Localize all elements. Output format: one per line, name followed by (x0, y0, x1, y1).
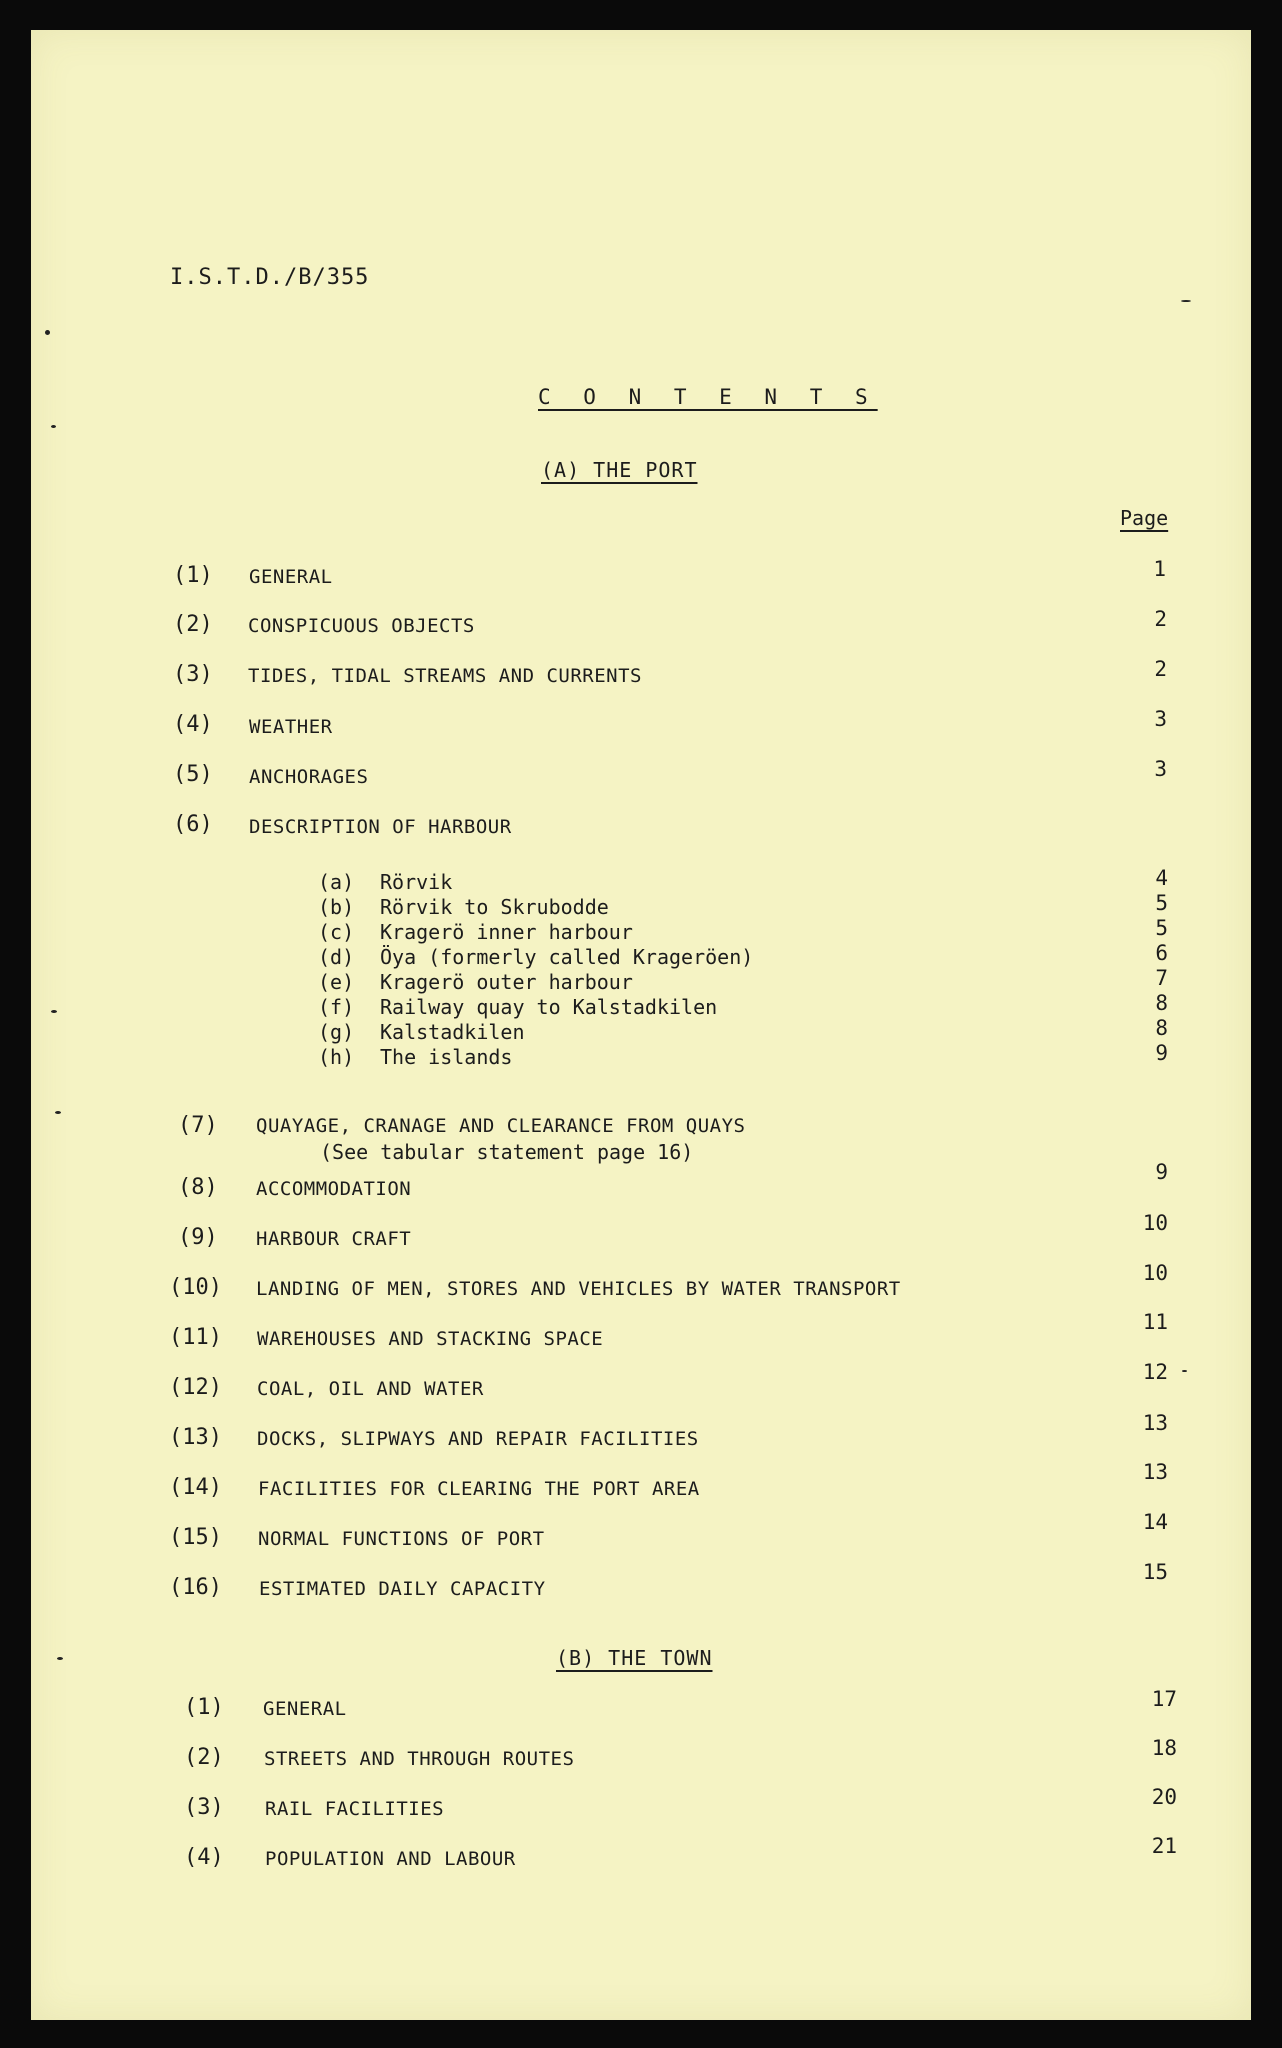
item-page: 15 (1142, 1560, 1168, 1584)
subitem-letter: (c) (318, 920, 355, 944)
document-page (31, 30, 1251, 2020)
subitem-letter: (f) (318, 995, 355, 1019)
scan-speck (57, 1657, 63, 1660)
subitem-title: Kalstadkilen (380, 1020, 525, 1044)
subitem-page: 4 (1155, 866, 1168, 890)
subitem-letter: (e) (318, 970, 355, 994)
item-number: (16) (169, 1575, 222, 1600)
item-number: (3) (173, 662, 213, 687)
page-column-label: Page (1120, 506, 1169, 530)
subitem-page: 9 (1155, 1041, 1168, 1065)
item-page: 17 (1151, 1687, 1177, 1711)
subitem-title: The islands (380, 1045, 513, 1069)
subitem-title: Kragerö inner harbour (380, 920, 633, 944)
item-title: WAREHOUSES AND STACKING SPACE (257, 1328, 604, 1350)
scan-speck (1181, 300, 1191, 302)
item-number: (9) (178, 1225, 218, 1250)
item-page: 9 (1155, 1160, 1168, 1184)
scan-speck (55, 1111, 61, 1114)
item-title: DESCRIPTION OF HARBOUR (249, 816, 512, 838)
item-number: (2) (184, 1745, 224, 1770)
item-page: 14 (1142, 1510, 1168, 1534)
scan-speck (51, 425, 56, 428)
item-page: 21 (1151, 1834, 1177, 1858)
item-number: (1) (173, 563, 213, 588)
item-number: (11) (169, 1325, 222, 1350)
item-page: 2 (1154, 607, 1167, 631)
subitem-letter: (g) (318, 1020, 355, 1044)
section-b-heading: (B) THE TOWN (556, 1646, 713, 1670)
section-a-heading: (A) THE PORT (541, 458, 698, 482)
item-title: LANDING OF MEN, STORES AND VEHICLES BY WATER TRANSPORT (256, 1278, 901, 1300)
subitem-letter: (d) (318, 945, 355, 969)
item-title: RAIL FACILITIES (265, 1798, 445, 1820)
item-number: (15) (169, 1525, 222, 1550)
item-page: 1 (1153, 557, 1166, 581)
item-number: (8) (178, 1175, 218, 1200)
item-number: (6) (173, 812, 213, 837)
subitem-title: Rörvik to Skrubodde (380, 895, 609, 919)
subitem-letter: (h) (318, 1045, 355, 1069)
item-title: DOCKS, SLIPWAYS AND REPAIR FACILITIES (257, 1428, 699, 1450)
item-title: ACCOMMODATION (256, 1178, 412, 1200)
item-number: (2) (173, 612, 213, 637)
subitem-page: 5 (1155, 916, 1168, 940)
item-number: (7) (178, 1113, 218, 1138)
item-number: (1) (184, 1695, 224, 1720)
scan-speck (51, 1010, 57, 1013)
subitem-title: Railway quay to Kalstadkilen (380, 995, 718, 1019)
item-title: POPULATION AND LABOUR (265, 1848, 516, 1870)
item-number: (5) (173, 762, 213, 787)
item-number: (4) (173, 712, 213, 737)
item-title: CONSPICUOUS OBJECTS (248, 615, 475, 637)
item-title: FACILITIES FOR CLEARING THE PORT AREA (258, 1478, 700, 1500)
item-title: COAL, OIL AND WATER (257, 1378, 484, 1400)
item-title: ANCHORAGES (249, 766, 369, 788)
item-title: GENERAL (249, 566, 333, 588)
scan-speck (45, 330, 50, 335)
item-number: (3) (184, 1795, 224, 1820)
item-title: STREETS AND THROUGH ROUTES (264, 1748, 575, 1770)
item-page: 10 (1142, 1211, 1168, 1235)
item-page: 11 (1142, 1310, 1168, 1334)
item-title: WEATHER (249, 716, 333, 738)
subitem-page: 5 (1155, 891, 1168, 915)
item-page: 10 (1142, 1261, 1168, 1285)
item-number: (14) (169, 1475, 222, 1500)
item-page: 2 (1154, 657, 1167, 681)
subitem-title: Öya (formerly called Krageröen) (380, 945, 754, 969)
scan-speck (1182, 1370, 1187, 1372)
subitem-page: 8 (1155, 991, 1168, 1015)
item-number: (10) (169, 1275, 222, 1300)
item-page: 12 (1142, 1360, 1168, 1384)
item-number: (12) (169, 1375, 222, 1400)
item-title: GENERAL (263, 1698, 347, 1720)
item-number: (13) (169, 1425, 222, 1450)
subitem-title: Rörvik (380, 870, 453, 894)
item-note: (See tabular statement page 16) (320, 1140, 694, 1164)
item-page: 20 (1151, 1785, 1177, 1809)
item-page: 3 (1154, 757, 1167, 781)
subitem-letter: (a) (318, 870, 355, 894)
item-page: 13 (1142, 1460, 1168, 1484)
item-title: HARBOUR CRAFT (256, 1228, 412, 1250)
item-number: (4) (184, 1845, 224, 1870)
subitem-letter: (b) (318, 895, 355, 919)
contents-heading: C O N T E N T S (538, 385, 878, 409)
item-page: 13 (1142, 1411, 1168, 1435)
item-title: ESTIMATED DAILY CAPACITY (259, 1578, 546, 1600)
item-title: QUAYAGE, CRANAGE AND CLEARANCE FROM QUAYS (256, 1115, 746, 1137)
item-title: NORMAL FUNCTIONS OF PORT (258, 1528, 545, 1550)
subitem-page: 7 (1155, 966, 1168, 990)
document-reference: I.S.T.D./B/355 (170, 265, 370, 290)
subitem-page: 8 (1155, 1016, 1168, 1040)
item-title: TIDES, TIDAL STREAMS AND CURRENTS (248, 665, 642, 687)
item-page: 18 (1151, 1736, 1177, 1760)
subitem-page: 6 (1155, 941, 1168, 965)
subitem-title: Kragerö outer harbour (380, 970, 633, 994)
item-page: 3 (1154, 707, 1167, 731)
